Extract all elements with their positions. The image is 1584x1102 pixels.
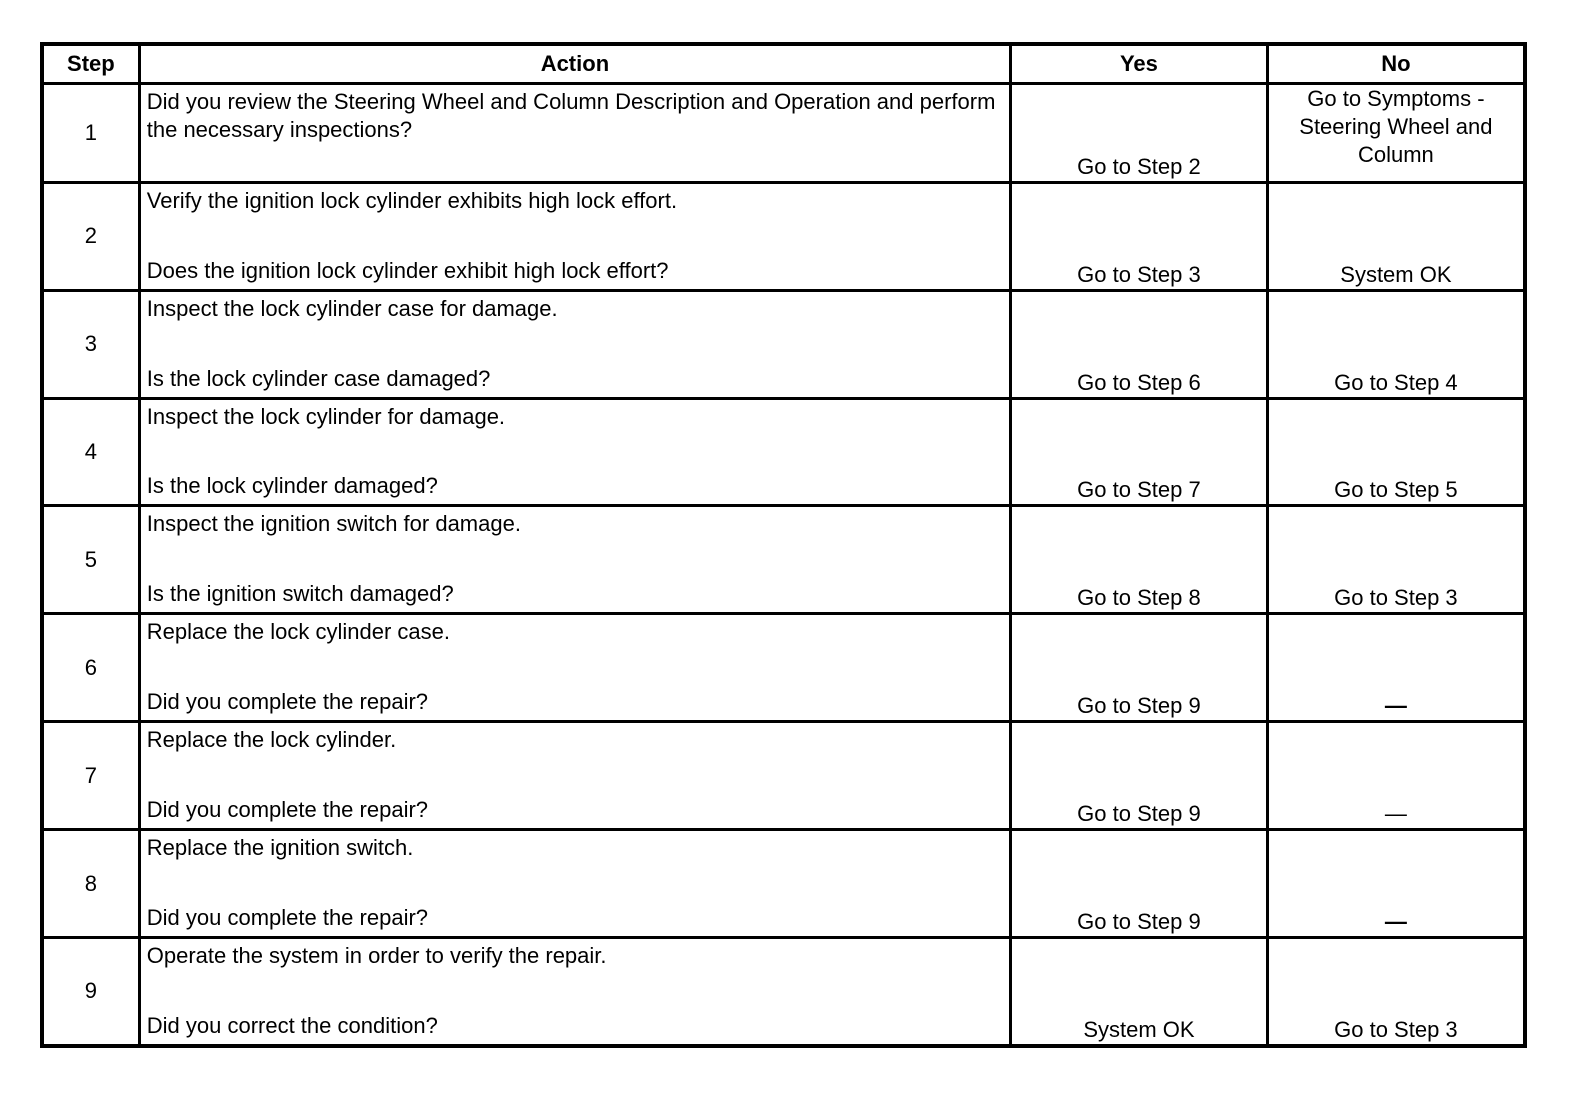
no-result: Go to Step 3 <box>1267 506 1525 614</box>
action-instruction: Inspect the lock cylinder case for damage. <box>146 295 558 321</box>
action-question: Did you complete the repair? <box>146 797 429 823</box>
action-question: Is the lock cylinder case damaged? <box>146 365 491 391</box>
no-result: — <box>1267 830 1525 938</box>
step-number: 2 <box>42 182 139 290</box>
step-number: 1 <box>42 84 139 183</box>
yes-result: Go to Step 6 <box>1011 290 1268 398</box>
yes-result: Go to Step 2 <box>1011 84 1268 183</box>
no-result: System OK <box>1267 182 1525 290</box>
action-cell <box>139 937 1010 1046</box>
action-question: Did you complete the repair? <box>146 689 429 715</box>
action-question: Did you complete the repair? <box>146 904 429 930</box>
yes-result: Go to Step 3 <box>1011 182 1268 290</box>
yes-result: Go to Step 9 <box>1011 830 1268 938</box>
no-result: Go to Step 4 <box>1267 290 1525 398</box>
step-number: 9 <box>42 937 139 1046</box>
action-instruction: Replace the lock cylinder case. <box>146 619 451 645</box>
yes-result: Go to Step 9 <box>1011 722 1268 830</box>
action-instruction: Inspect the lock cylinder for damage. <box>146 403 506 429</box>
action-cell <box>139 290 1010 398</box>
no-result: — <box>1267 614 1525 722</box>
no-result: Go to Symptoms - Steering Wheel and Column <box>1267 84 1525 183</box>
no-result: — <box>1267 722 1525 830</box>
action-instruction: Inspect the ignition switch for damage. <box>146 511 521 537</box>
diagnostic-table <box>40 42 1527 1048</box>
yes-result: Go to Step 8 <box>1011 506 1268 614</box>
action-question: Is the lock cylinder damaged? <box>146 473 438 499</box>
table-row <box>42 506 1525 614</box>
table-row <box>42 398 1525 506</box>
action-instruction: Replace the lock cylinder. <box>146 727 397 753</box>
action-cell <box>139 398 1010 506</box>
action-cell <box>139 614 1010 722</box>
action-cell <box>139 722 1010 830</box>
step-number: 6 <box>42 614 139 722</box>
action-instruction: Verify the ignition lock cylinder exhibits high lock effort. <box>146 187 678 213</box>
header-row <box>42 44 1525 84</box>
action-question: Did you correct the condition? <box>146 1013 438 1038</box>
action-text: Did you review the Steering Wheel and Column Description and Operation and perform the necessary inspections? <box>146 89 996 142</box>
no-result: Go to Step 3 <box>1267 937 1525 1046</box>
step-number: 4 <box>42 398 139 506</box>
table-row <box>42 722 1525 830</box>
action-cell <box>139 84 1010 183</box>
table-row <box>42 182 1525 290</box>
step-number: 8 <box>42 830 139 938</box>
action-instruction: Operate the system in order to verify the repair. <box>146 942 607 968</box>
action-cell <box>139 182 1010 290</box>
header-action: Action <box>139 44 1010 84</box>
header-yes: Yes <box>1011 44 1268 84</box>
step-number: 5 <box>42 506 139 614</box>
action-cell <box>139 506 1010 614</box>
table-row <box>42 84 1525 183</box>
yes-result: System OK <box>1011 937 1268 1046</box>
action-question: Is the ignition switch damaged? <box>146 581 454 607</box>
table-row <box>42 937 1525 1046</box>
table-body <box>42 84 1525 1047</box>
header-step: Step <box>42 44 139 84</box>
yes-result: Go to Step 7 <box>1011 398 1268 506</box>
table-row <box>42 290 1525 398</box>
table-row <box>42 614 1525 722</box>
action-question: Does the ignition lock cylinder exhibit high lock effort? <box>146 257 669 283</box>
step-number: 3 <box>42 290 139 398</box>
action-cell <box>139 830 1010 938</box>
header-no: No <box>1267 44 1525 84</box>
no-result: Go to Step 5 <box>1267 398 1525 506</box>
step-number: 7 <box>42 722 139 830</box>
action-instruction: Replace the ignition switch. <box>146 835 414 861</box>
table-row <box>42 830 1525 938</box>
yes-result: Go to Step 9 <box>1011 614 1268 722</box>
